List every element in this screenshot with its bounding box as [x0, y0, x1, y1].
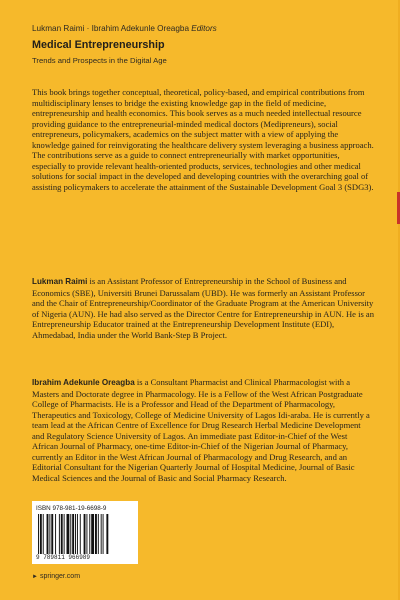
book-subtitle: Trends and Prospects in the Digital Age — [32, 56, 167, 65]
editors-role: Editors — [191, 24, 217, 33]
author-name: Ibrahim Adekunle Oreagba — [32, 378, 135, 387]
book-title: Medical Entrepreneurship — [32, 39, 165, 51]
barcode-bar — [95, 514, 97, 554]
barcode-bar — [49, 514, 50, 554]
barcode-bar — [98, 514, 99, 554]
barcode-bar — [59, 514, 60, 554]
barcode-bar — [47, 514, 49, 554]
barcode-bar — [51, 514, 53, 554]
barcode-bar — [70, 514, 71, 554]
barcode-bar — [40, 514, 42, 554]
barcode-bar — [75, 514, 76, 554]
barcode-bar — [72, 514, 74, 554]
barcode-bar — [84, 514, 86, 554]
barcode-bar — [43, 514, 44, 554]
editors-line — [32, 24, 372, 33]
publisher-link[interactable] — [32, 573, 80, 580]
author-bio-text: is an Assistant Professor of Entrepreneurship in the School of Business and Economics (SBE), Universiti Brunei Darussalam (UBD). He was formerly an Assistant Professor and the Chair of Entrepreneurship/Coordinator of the Graduate Program at the American University of Nigeria (AUN). He had also served as the Director Centre for Entrepreneurship in AUN. He is an Entrepreneurship Educator trained at the Entrepreneurship Development Institute (EDI), Ahmedabad, India under the World Bank-Step B Project. — [32, 276, 375, 340]
barcode-bar — [103, 514, 104, 554]
barcode-bars — [38, 514, 132, 554]
barcode-bar — [91, 514, 94, 554]
barcode-bar — [61, 514, 63, 554]
isbn-barcode — [32, 501, 138, 564]
editors-names: Lukman Raimi · Ibrahim Adekunle Oreagba — [32, 24, 190, 33]
barcode-bar — [80, 514, 81, 554]
author-bio-raimi — [32, 276, 374, 340]
barcode-bar — [86, 514, 87, 554]
barcode-bar — [55, 514, 56, 554]
barcode-bar — [64, 514, 65, 554]
barcode-bar — [77, 514, 78, 554]
barcode-bar — [106, 514, 108, 554]
author-name: Lukman Raimi — [32, 277, 88, 286]
barcode-bar — [89, 514, 90, 554]
author-bio-oreagba — [32, 377, 374, 483]
barcode-bar — [101, 514, 102, 554]
author-bio-text: is a Consultant Pharmacist and Clinical Pharmacologist with a Masters and Doctorate degree in Pharmacology. He is a Fellow of the West African Postgraduate College of Pharmacists. He is a Professor and Head of the Department of Pharmacology, Therapeutics and Toxicology, College of Medicine University of Lagos Idi-araba. He is currently a team lead at the African Centre of Excellence for Drug Research Herbal Medicine Development and Regulatory Science University of Lagos. An immediate past Editor-in-Chief of the West African Journal of Pharmacy, one-time Editor-in-Chief of the Nigerian Journal of Pharmacy, currently an Editor in the West African Journal of Pharmacology and Drug Research, and an Editorial Consultant for the Nigerian Quarterly Journal of Hospital Medicine, Journal of Basic Medical Sciences and the Journal of Basic and Social Pharmacy Research. — [32, 377, 370, 483]
barcode-bar — [38, 514, 39, 554]
barcode-digits: 9 789811 966989 — [36, 554, 91, 561]
isbn-label: ISBN 978-981-19-6698-9 — [36, 505, 107, 512]
barcode-bar — [67, 514, 70, 554]
publisher-url: springer.com — [39, 573, 81, 580]
arrow-right-icon: ► — [32, 574, 38, 580]
book-blurb: This book brings together conceptual, theoretical, policy-based, and empirical contributions from multidisciplinary lenses to bridge the existing knowledge gap in the field of medicine, entrepreneurship and health economics. This book serves as a much needed intellectual resource providing guidance to the entrepreneurial-minded medical doctors (Medipreneurs), social entrepreneurs, policymakers, academics on the subject matter with a view of applying the knowledge gained for reinvigorating the healthcare delivery system leveraging a business approach. The contributions serve as a guide to connect entrepreneurially with market opportunities, especially to provide relevant health-oriented products, services, technologies and other medical solutions for social impact in the developed and developing countries with the overarching goal of assisting policymakers to accelerate the attainment of the Sustainable Development Goal 3 (SDG3). — [32, 87, 374, 192]
